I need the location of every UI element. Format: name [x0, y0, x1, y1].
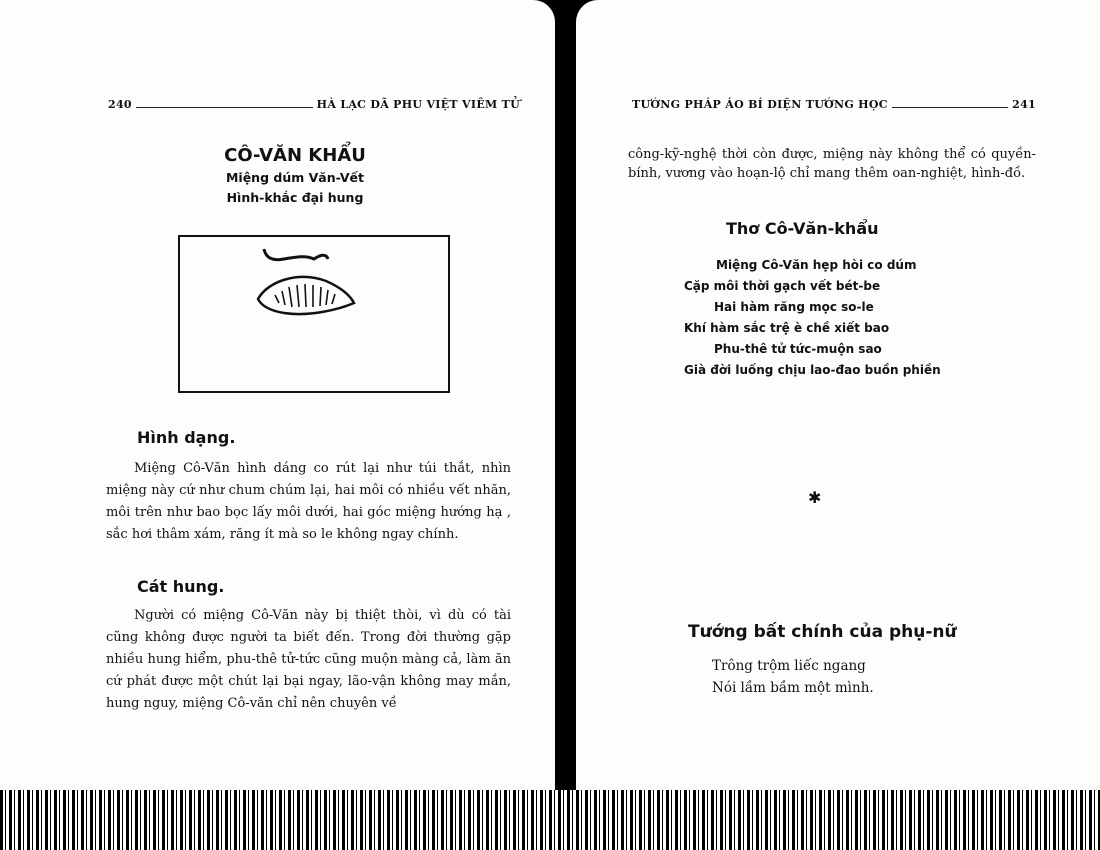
header-rule [136, 106, 313, 108]
ornament-icon: ✱ [808, 488, 822, 507]
left-page [0, 0, 555, 790]
section-subtitle-2: Hình-khắc đại hung [226, 190, 364, 205]
heading-fortune: Cát hung. [137, 577, 225, 596]
poem-line: Khí hàm sắc trệ è chề xiết bao [684, 321, 890, 335]
running-head-left [108, 98, 520, 111]
verse-line: Nói lầm bầm một mình. [712, 680, 874, 696]
verse-line: Trông trộm liếc ngang [712, 658, 866, 674]
running-title: TƯỚNG PHÁP ÁO BÍ DIỆN TƯỚNG HỌC [632, 98, 888, 111]
heading-shape: Hình dạng. [137, 428, 236, 447]
mouth-icon [180, 237, 448, 391]
page-number: 241 [1012, 98, 1036, 111]
poem-line: Phu-thê tử tức-muộn sao [714, 342, 882, 356]
paragraph-fortune: Người có miệng Cô-Văn này bị thiệt thòi, vì dù có tài cũng không được người ta biết đến. Trong đời thường gặp nhiều hung hiểm, phu-thê tử-tức cũng muộn màng cả, làm ăn cứ phát được một chút lại bại ngay, lão-vận không may mắn, hung nguy, miệng Cô-văn chỉ nên chuyên về [106, 608, 511, 711]
paragraph-continued: công-kỹ-nghệ thời còn được, miệng này không thể có quyền-bính, vương vào hoạn-lộ chỉ mang thêm oan-nghiệt, hình-đồ. [628, 147, 1036, 181]
poem-line: Cặp môi thời gạch vết bét-be [684, 279, 881, 293]
section-title: CÔ-VĂN KHẨU [224, 145, 366, 166]
running-title: HÀ LẠC DÃ PHU VIỆT VIÊM TỬ [316, 98, 520, 111]
page-number: 240 [108, 98, 132, 111]
poem-title: Thơ Cô-Văn-khẩu [726, 219, 879, 238]
mouth-illustration [178, 235, 450, 393]
book-gutter [555, 0, 576, 790]
paragraph-shape: Miệng Cô-Văn hình dáng co rút lại như túi thắt, nhìn miệng này cứ như chum chúm lại, hai môi có nhiều vết nhăn, môi trên như bao bọc lấy môi dưới, hai góc miệng hướng hạ , sắc hơi thâm xám, răng ít mà so le không ngay chính. [106, 461, 511, 542]
poem-line: Hai hàm răng mọc so-le [714, 300, 874, 314]
section-subtitle: Miệng dúm Văn-Vết [225, 170, 365, 185]
running-head-right [632, 98, 1036, 111]
poem-line: Miệng Cô-Văn hẹp hòi co dúm [716, 258, 917, 272]
header-rule [892, 106, 1008, 108]
scan-edge-artifact [0, 790, 1100, 850]
right-page [576, 0, 1100, 790]
poem-line: Già đời luống chịu lao-đao buồn phiền [684, 363, 941, 377]
next-section-title: Tướng bất chính của phụ-nữ [688, 622, 957, 642]
